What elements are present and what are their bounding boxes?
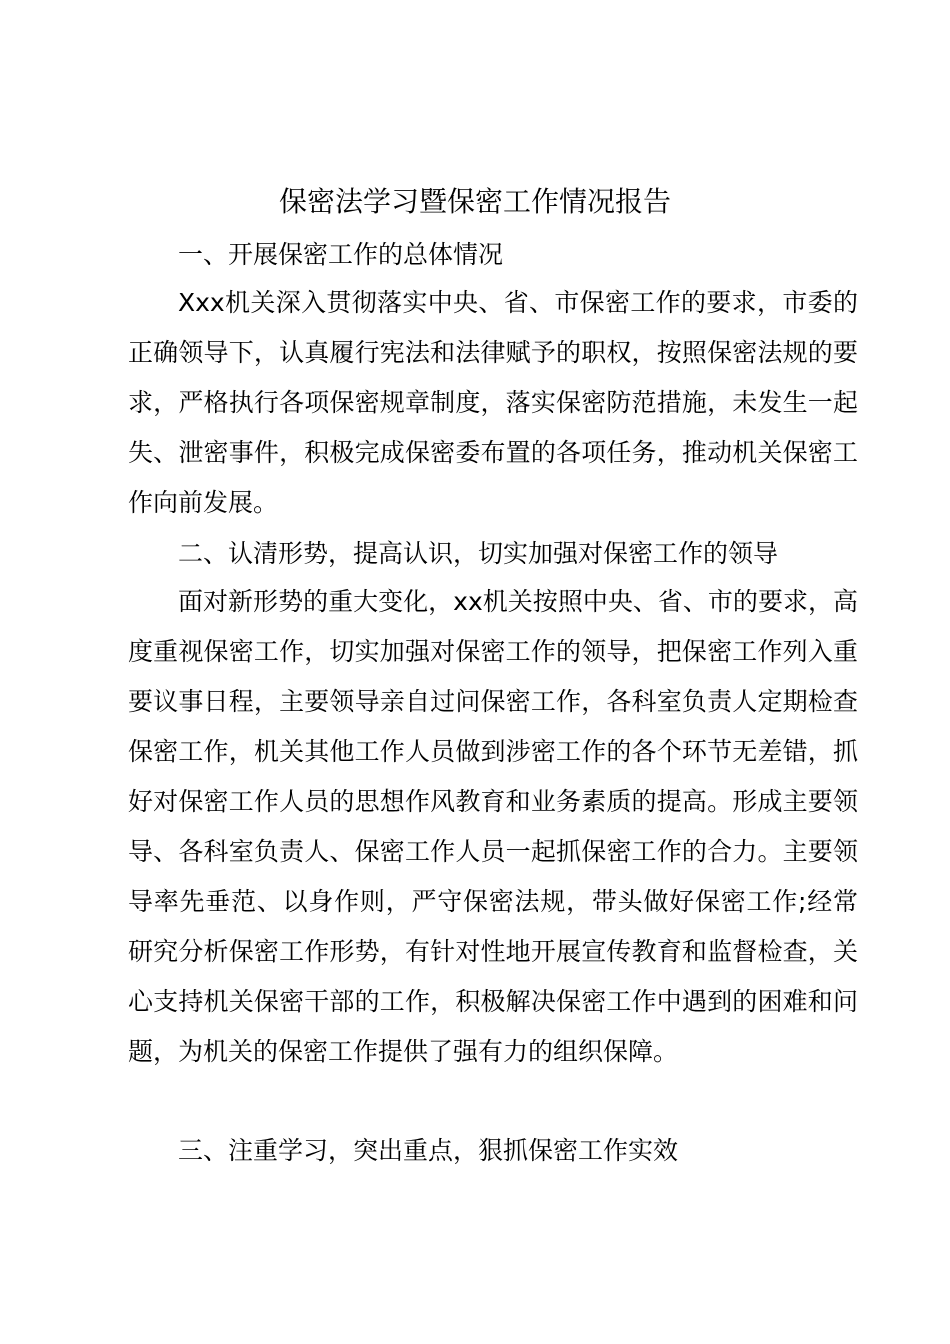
section-heading-2: 二、认清形势，提高认识，切实加强对保密工作的领导 bbox=[178, 539, 779, 568]
section-body-2: 面对新形势的重大变化，xx机关按照中央、省、市的要求，高度重视保密工作，切实加强对保密工作的领导，把保密工作列入重要议事日程，主要领导亲自过问保密工作，各科室负责人定期检查保密工作，机关其他工作人员做到涉密工作的各个环节无差错，抓好对保密工作人员的思想作风教育和业务素质的提高。形成主要领导、各科室负责人、保密工作人员一起抓保密工作的合力。主要领导率先垂范、以身作则，严守保密法规，带头做好保密工作;经常研究分析保密工作形势，有针对性地开展宣传教育和监督检查，关心支持机关保密干部的工作，积极解决保密工作中遇到的困难和问题，为机关的保密工作提供了强有力的组织保障。 bbox=[128, 587, 858, 1066]
section-heading-1: 一、开展保密工作的总体情况 bbox=[178, 240, 504, 269]
section-heading-3: 三、注重学习，突出重点，狠抓保密工作实效 bbox=[178, 1136, 679, 1165]
section-body-1: Xxx机关深入贯彻落实中央、省、市保密工作的要求，市委的正确领导下，认真履行宪法和法律赋予的职权，按照保密法规的要求，严格执行各项保密规章制度，落实保密防范措施，未发生一起失、泄密事件，积极完成保密委布置的各项任务，推动机关保密工作向前发展。 bbox=[128, 288, 858, 517]
document-title: 保密法学习暨保密工作情况报告 bbox=[278, 185, 671, 218]
